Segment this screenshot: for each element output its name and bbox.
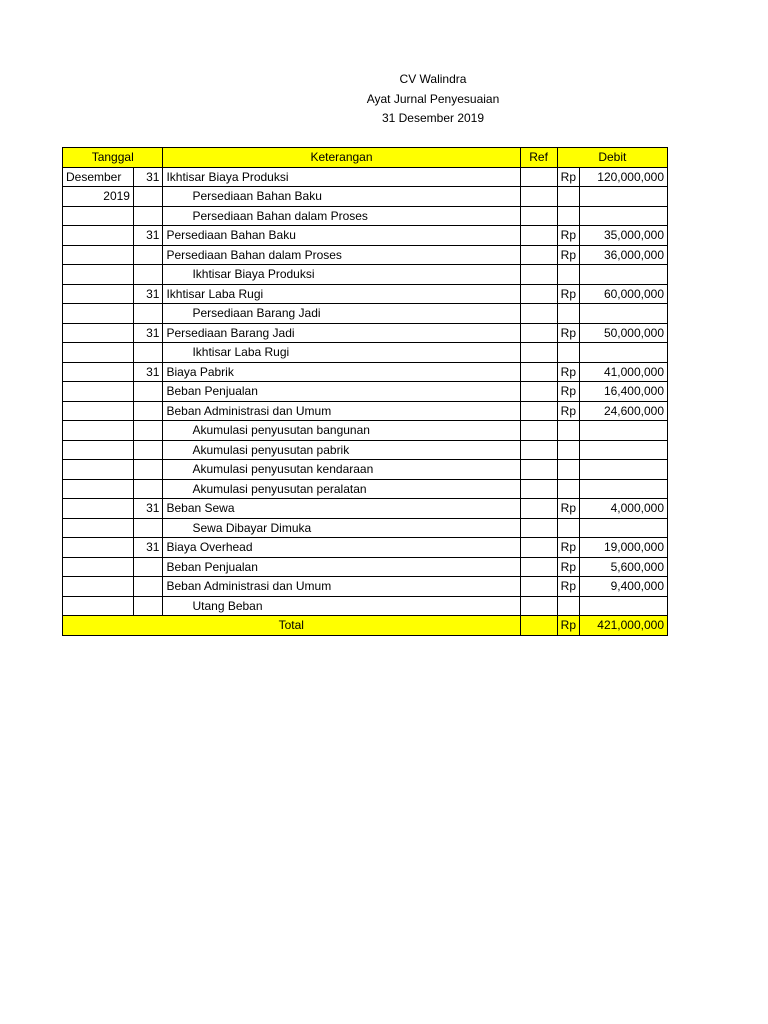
description-cell: Ikhtisar Laba Rugi <box>163 343 520 363</box>
ref-cell <box>520 206 557 226</box>
table-row <box>63 265 668 285</box>
journal-table <box>62 147 668 636</box>
date-day-cell: 31 <box>133 323 163 343</box>
date-day-cell <box>133 479 163 499</box>
date-month-cell <box>63 557 134 577</box>
date-day-cell <box>133 245 163 265</box>
table-row <box>63 245 668 265</box>
company-name: CV Walindra <box>399 72 467 86</box>
date-month-cell: 2019 <box>63 187 134 207</box>
table-row <box>63 538 668 558</box>
date-month-cell: Desember <box>63 167 134 187</box>
ref-cell <box>520 167 557 187</box>
ref-cell <box>520 343 557 363</box>
date-month-cell <box>63 226 134 246</box>
date-month-cell <box>63 538 134 558</box>
date-day-cell <box>133 304 163 324</box>
date-month-cell <box>63 304 134 324</box>
total-row <box>63 616 668 636</box>
column-header-keterangan: Keterangan <box>163 148 520 168</box>
debit-amount-cell <box>579 421 668 441</box>
description-cell: Persediaan Bahan Baku <box>163 226 520 246</box>
date-month-cell <box>63 362 134 382</box>
debit-amount-cell: 50,000,000 <box>579 323 668 343</box>
currency-cell <box>557 460 579 480</box>
date-day-cell <box>133 206 163 226</box>
description-cell: Sewa Dibayar Dimuka <box>163 518 520 538</box>
debit-amount-cell: 16,400,000 <box>579 382 668 402</box>
report-date: 31 Desember 2019 <box>381 111 485 125</box>
ref-cell <box>520 518 557 538</box>
date-day-cell <box>133 596 163 616</box>
ref-cell <box>520 226 557 246</box>
description-cell: Akumulasi penyusutan pabrik <box>163 440 520 460</box>
debit-amount-cell: 5,600,000 <box>579 557 668 577</box>
currency-cell: Rp <box>557 382 579 402</box>
description-cell: Ikhtisar Biaya Produksi <box>163 167 520 187</box>
currency-cell <box>557 518 579 538</box>
date-month-cell <box>63 245 134 265</box>
ref-cell <box>520 362 557 382</box>
date-day-cell <box>133 265 163 285</box>
ref-cell <box>520 538 557 558</box>
description-cell: Akumulasi penyusutan peralatan <box>163 479 520 499</box>
ref-cell <box>520 323 557 343</box>
date-day-cell <box>133 187 163 207</box>
debit-amount-cell: 36,000,000 <box>579 245 668 265</box>
debit-amount-cell: 41,000,000 <box>579 362 668 382</box>
currency-cell <box>557 304 579 324</box>
description-cell: Ikhtisar Biaya Produksi <box>163 265 520 285</box>
date-day-cell <box>133 577 163 597</box>
ref-cell <box>520 479 557 499</box>
table-header-row <box>63 148 668 168</box>
date-day-cell <box>133 343 163 363</box>
description-cell: Utang Beban <box>163 596 520 616</box>
journal-body <box>63 167 668 616</box>
date-day-cell <box>133 382 163 402</box>
total-currency: Rp <box>557 616 579 636</box>
total-ref-cell <box>520 616 557 636</box>
currency-cell <box>557 343 579 363</box>
date-day-cell: 31 <box>133 284 163 304</box>
currency-cell <box>557 187 579 207</box>
description-cell: Akumulasi penyusutan kendaraan <box>163 460 520 480</box>
description-cell: Beban Sewa <box>163 499 520 519</box>
currency-cell <box>557 206 579 226</box>
table-row <box>63 479 668 499</box>
date-day-cell: 31 <box>133 167 163 187</box>
table-row <box>63 187 668 207</box>
table-row <box>63 167 668 187</box>
ref-cell <box>520 382 557 402</box>
table-row <box>63 382 668 402</box>
date-month-cell <box>63 518 134 538</box>
table-row <box>63 206 668 226</box>
debit-amount-cell <box>579 596 668 616</box>
table-row <box>63 362 668 382</box>
date-month-cell <box>63 401 134 421</box>
currency-cell <box>557 479 579 499</box>
currency-cell: Rp <box>557 499 579 519</box>
description-cell: Persediaan Barang Jadi <box>163 304 520 324</box>
date-month-cell <box>63 460 134 480</box>
ref-cell <box>520 421 557 441</box>
table-row <box>63 323 668 343</box>
date-day-cell: 31 <box>133 226 163 246</box>
table-row <box>63 304 668 324</box>
currency-cell: Rp <box>557 226 579 246</box>
date-day-cell <box>133 421 163 441</box>
currency-cell: Rp <box>557 245 579 265</box>
description-cell: Beban Administrasi dan Umum <box>163 577 520 597</box>
table-row <box>63 596 668 616</box>
ref-cell <box>520 577 557 597</box>
date-month-cell <box>63 440 134 460</box>
date-month-cell <box>63 206 134 226</box>
ref-cell <box>520 245 557 265</box>
debit-amount-cell <box>579 460 668 480</box>
ref-cell <box>520 284 557 304</box>
debit-amount-cell: 4,000,000 <box>579 499 668 519</box>
description-cell: Beban Penjualan <box>163 557 520 577</box>
column-header-tanggal: Tanggal <box>63 148 163 168</box>
total-amount: 421,000,000 <box>579 616 668 636</box>
date-day-cell <box>133 460 163 480</box>
report-header <box>0 70 768 129</box>
date-month-cell <box>63 499 134 519</box>
currency-cell: Rp <box>557 557 579 577</box>
column-header-ref: Ref <box>520 148 557 168</box>
date-day-cell <box>133 401 163 421</box>
currency-cell: Rp <box>557 401 579 421</box>
description-cell: Persediaan Bahan dalam Proses <box>163 206 520 226</box>
debit-amount-cell <box>579 479 668 499</box>
date-day-cell: 31 <box>133 538 163 558</box>
table-row <box>63 343 668 363</box>
description-cell: Biaya Overhead <box>163 538 520 558</box>
table-row <box>63 226 668 246</box>
description-cell: Ikhtisar Laba Rugi <box>163 284 520 304</box>
column-header-debit: Debit <box>557 148 667 168</box>
table-row <box>63 557 668 577</box>
debit-amount-cell: 24,600,000 <box>579 401 668 421</box>
ref-cell <box>520 187 557 207</box>
date-day-cell: 31 <box>133 499 163 519</box>
currency-cell: Rp <box>557 284 579 304</box>
debit-amount-cell <box>579 343 668 363</box>
table-row <box>63 499 668 519</box>
currency-cell <box>557 265 579 285</box>
currency-cell: Rp <box>557 362 579 382</box>
date-day-cell <box>133 440 163 460</box>
description-cell: Beban Penjualan <box>163 382 520 402</box>
description-cell: Persediaan Bahan dalam Proses <box>163 245 520 265</box>
ref-cell <box>520 460 557 480</box>
description-cell: Beban Administrasi dan Umum <box>163 401 520 421</box>
date-day-cell: 31 <box>133 362 163 382</box>
table-row <box>63 421 668 441</box>
date-month-cell <box>63 265 134 285</box>
date-month-cell <box>63 382 134 402</box>
date-month-cell <box>63 479 134 499</box>
date-month-cell <box>63 284 134 304</box>
date-month-cell <box>63 343 134 363</box>
date-month-cell <box>63 421 134 441</box>
date-month-cell <box>63 596 134 616</box>
table-row <box>63 284 668 304</box>
table-row <box>63 460 668 480</box>
debit-amount-cell: 19,000,000 <box>579 538 668 558</box>
ref-cell <box>520 265 557 285</box>
ref-cell <box>520 304 557 324</box>
table-row <box>63 401 668 421</box>
ref-cell <box>520 499 557 519</box>
ref-cell <box>520 401 557 421</box>
currency-cell: Rp <box>557 323 579 343</box>
ref-cell <box>520 596 557 616</box>
description-cell: Persediaan Bahan Baku <box>163 187 520 207</box>
debit-amount-cell: 35,000,000 <box>579 226 668 246</box>
debit-amount-cell: 120,000,000 <box>579 167 668 187</box>
table-row <box>63 518 668 538</box>
currency-cell: Rp <box>557 577 579 597</box>
ref-cell <box>520 557 557 577</box>
description-cell: Akumulasi penyusutan bangunan <box>163 421 520 441</box>
description-cell: Biaya Pabrik <box>163 362 520 382</box>
debit-amount-cell: 60,000,000 <box>579 284 668 304</box>
currency-cell: Rp <box>557 538 579 558</box>
debit-amount-cell <box>579 440 668 460</box>
currency-cell <box>557 596 579 616</box>
currency-cell <box>557 421 579 441</box>
debit-amount-cell <box>579 265 668 285</box>
debit-amount-cell <box>579 187 668 207</box>
table-row <box>63 577 668 597</box>
currency-cell: Rp <box>557 167 579 187</box>
description-cell: Persediaan Barang Jadi <box>163 323 520 343</box>
total-label: Total <box>63 616 521 636</box>
date-month-cell <box>63 577 134 597</box>
currency-cell <box>557 440 579 460</box>
debit-amount-cell <box>579 518 668 538</box>
report-title: Ayat Jurnal Penyesuaian <box>366 91 500 106</box>
debit-amount-cell: 9,400,000 <box>579 577 668 597</box>
ref-cell <box>520 440 557 460</box>
table-row <box>63 440 668 460</box>
debit-amount-cell <box>579 304 668 324</box>
debit-amount-cell <box>579 206 668 226</box>
date-day-cell <box>133 518 163 538</box>
date-day-cell <box>133 557 163 577</box>
date-month-cell <box>63 323 134 343</box>
